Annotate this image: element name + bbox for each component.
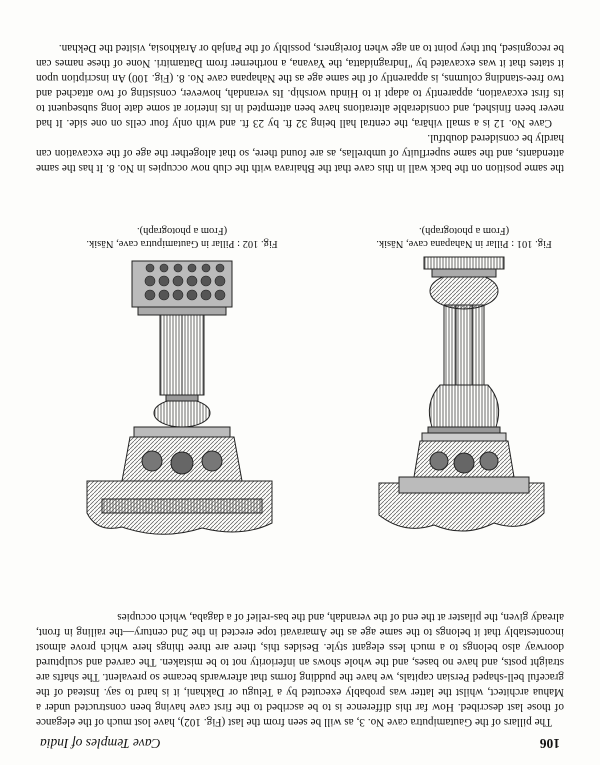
pillar-nahapana-illustration (364, 253, 564, 553)
figure-101 (364, 224, 564, 553)
figure-101-caption (364, 224, 564, 249)
pillar-gautamiputra-illustration (82, 253, 282, 553)
figure-101-source: (From a photograph). (418, 225, 510, 237)
page-number: 106 (539, 736, 560, 751)
figure-102-caption (82, 224, 282, 249)
top-paragraph-text: The pillars of the Gautamiputra cave No. 3, as will be seen from the last (Fig. 102), have lost much of the elegance of those last described. How far this difference is to be ascribed to the first cave having been constructed under a Mahua architect, whilst the latter was probably executed by a Telugu or Dakhani, it is hard to say. Instead of the graceful bell-shaped Persian capitals, we have the pudding forms that afterwards became so prevalent. The shafts are straight posts, and have no bases, and the whole shows an inferiority not to be mistaken. The carved and sculptured doorway also belongs to a much less elegant style. Besides this, there are three things here which prove almost incontestably that it belongs to the same age as the Amaravati tope erected in the 2nd century—the railing in front, already given, the pilaster at the end of the verandah, and the bas-relief of a dagaba, which occupies (36, 611, 564, 728)
running-title: Cave Temples of India (40, 736, 161, 751)
bottom-paragraph-2: Cave No. 12 is a small vihāra, the central hall being 32 ft. by 23 ft. and with only four cells on one side. It had never been finished, and considerable alterations have been attempted in its interior at some date long subsequent to its first excavation, apparently to adapt it to Hindu worship. Its verandah, however, consisting of two attached and two free-standing columns, is apparently of the same age as the Nahapana cave No. 8. (Fig. 100) An inscription upon it states that it was excavated by "Indragnidatta, the Yavana, a northerner from Dattamitri. None of these names can be recognised, but they point to an age when foreigners, possibly of the Panjab or Arakhosia, visited the Dekhan. (36, 42, 564, 129)
top-paragraph (36, 609, 564, 729)
figure-101-label: Fig. 101 : Pillar in Nahapana cave, Nāsik. (376, 238, 552, 249)
figure-102 (82, 224, 282, 553)
figure-102-source: (From a photograph). (136, 225, 228, 237)
page-header (40, 729, 560, 751)
figure-102-label: Fig. 102 : Pillar in Gautamiputra cave, Nāsik. (86, 238, 278, 249)
bottom-paragraph-1: the same position on the back wall in this cave that the Bhairava with the club now occupies in No. 8. It has the same attendants, and the same superfluity of umbrellas, as are found there, so that altogether the age of the excavation can hardly be considered doubtful. (36, 132, 564, 174)
bottom-paragraphs (36, 40, 564, 175)
